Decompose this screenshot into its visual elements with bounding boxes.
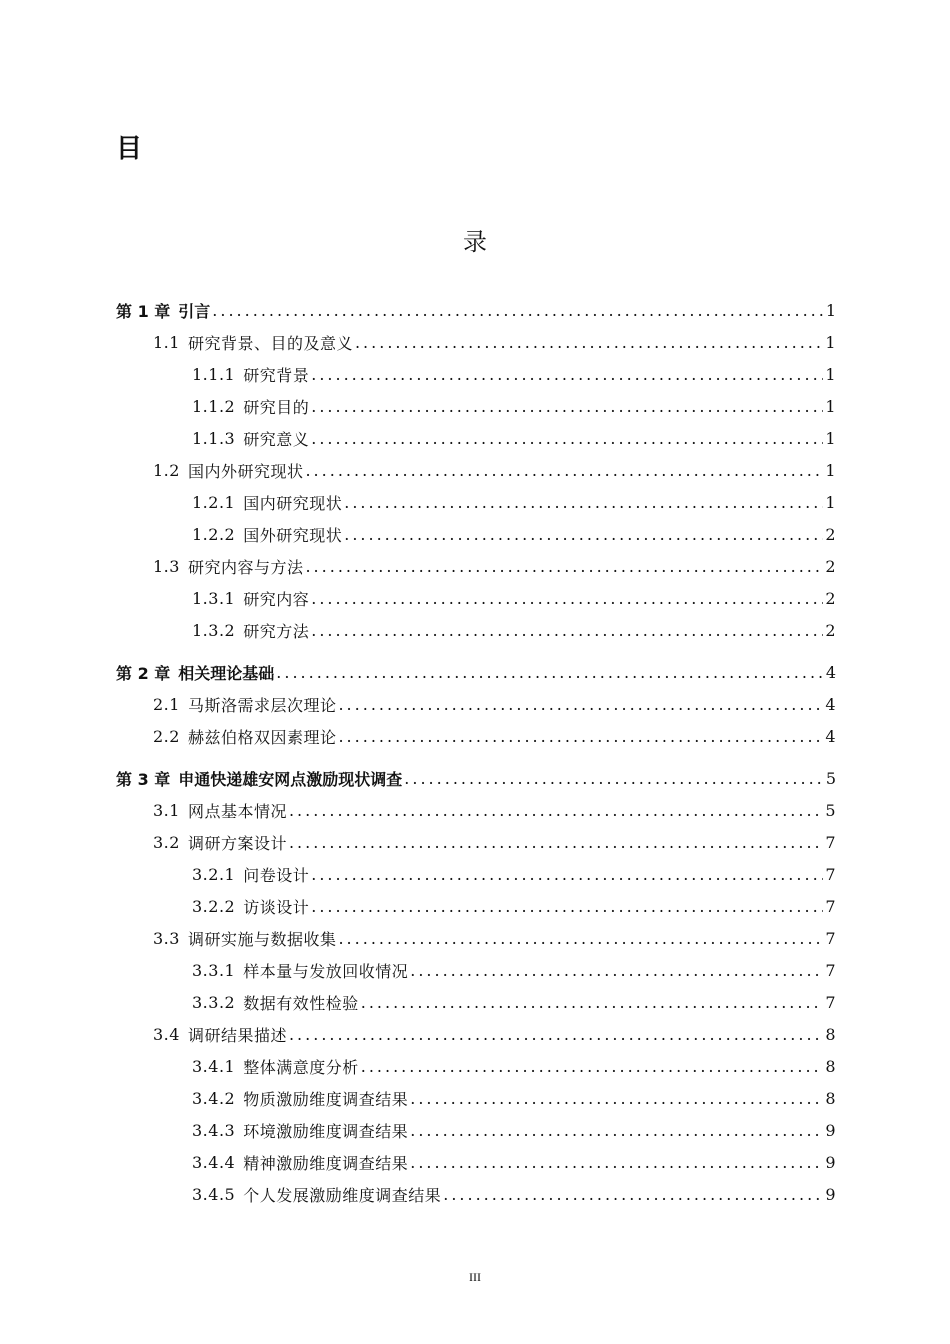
toc-entry-number: 3.4.2 [192,1088,236,1108]
toc-dot-leader [355,333,823,352]
toc-section-entry[interactable] [116,454,836,486]
toc-entry-page: 8 [825,1056,836,1076]
toc-subsection-entry[interactable] [116,390,836,422]
toc-entry-number: 1.2.2 [192,524,236,544]
toc-chapter-entry[interactable] [116,656,836,688]
toc-entry-page: 9 [825,1120,836,1140]
toc-section-entry[interactable] [116,794,836,826]
toc-entry-page: 7 [825,928,836,948]
toc-entry-page: 4 [825,726,836,746]
toc-entry-page: 1 [825,460,836,480]
toc-entry-page: 1 [825,492,836,512]
toc-entry-title: 样本量与发放回收情况 [243,961,409,981]
toc-dot-leader [344,525,823,544]
toc-entry-number: 3.3.1 [192,960,236,980]
toc-entry-number: 第 2 章 [116,663,171,683]
toc-entry-page: 8 [825,1024,836,1044]
toc-entry-number: 3.2.1 [192,864,236,884]
toc-entry-title: 国内外研究现状 [187,461,304,481]
toc-entry-page: 5 [825,768,836,788]
toc-entry-number: 3.4.5 [192,1184,236,1204]
toc-dot-leader [410,1153,823,1172]
toc-entry-number: 第 1 章 [116,301,171,321]
toc-entry-page: 7 [825,864,836,884]
toc-dot-leader [212,301,824,320]
toc-entry-title: 研究背景、目的及意义 [187,333,353,353]
toc-entry-title: 网点基本情况 [187,801,287,821]
toc-entry-page: 2 [825,588,836,608]
toc-entry-title: 国内研究现状 [243,493,343,513]
toc-entry-title: 相关理论基础 [178,663,275,683]
toc-entry-title: 问卷设计 [243,865,310,885]
toc-entry-number: 1.1 [153,332,180,352]
toc-section-entry[interactable] [116,1018,836,1050]
toc-entry-title: 申通快递雄安网点激励现状调查 [178,769,403,789]
toc-entry-title: 访谈设计 [243,897,310,917]
toc-dot-leader [410,1121,823,1140]
toc-dot-leader [443,1185,823,1204]
toc-subsection-entry[interactable] [116,890,836,922]
toc-entry-number: 3.3 [153,928,180,948]
toc-entry-title: 赫兹伯格双因素理论 [187,727,337,747]
toc-entry-number: 3.2 [153,832,180,852]
page-number: III [469,1270,481,1284]
toc-entry-title: 个人发展激励维度调查结果 [243,1185,442,1205]
toc-entry-number: 第 3 章 [116,769,171,789]
toc-subsection-entry[interactable] [116,858,836,890]
toc-subsection-entry[interactable] [116,422,836,454]
toc-entry-page: 1 [825,332,836,352]
toc-dot-leader [311,897,823,916]
toc-subsection-entry[interactable] [116,1050,836,1082]
toc-dot-leader [276,663,824,682]
toc-entry-number: 3.3.2 [192,992,236,1012]
toc-entry-number: 3.4.1 [192,1056,236,1076]
toc-entry-number: 3.4 [153,1024,180,1044]
toc-subsection-entry[interactable] [116,486,836,518]
toc-subsection-entry[interactable] [116,518,836,550]
toc-entry-title: 整体满意度分析 [243,1057,359,1077]
toc-subsection-entry[interactable] [116,614,836,646]
toc-entry-page: 1 [825,428,836,448]
toc-entry-page: 7 [825,832,836,852]
toc-dot-leader [289,1025,823,1044]
toc-subsection-entry[interactable] [116,1146,836,1178]
toc-subsection-entry[interactable] [116,1114,836,1146]
toc-entry-page: 1 [825,300,836,320]
toc-dot-leader [361,993,824,1012]
table-of-contents [116,294,836,1210]
toc-entry-page: 4 [825,694,836,714]
toc-entry-page: 1 [825,396,836,416]
toc-dot-leader [361,1057,824,1076]
toc-entry-number: 1.2.1 [192,492,236,512]
toc-entry-title: 数据有效性检验 [243,993,359,1013]
toc-title-char-1: 目 [116,134,143,164]
toc-entry-number: 1.3.2 [192,620,236,640]
toc-entry-page: 8 [825,1088,836,1108]
toc-dot-leader [305,557,823,576]
toc-dot-leader [289,833,823,852]
toc-entry-page: 9 [825,1152,836,1172]
toc-dot-leader [311,365,823,384]
toc-subsection-entry[interactable] [116,1178,836,1210]
toc-entry-number: 3.4.3 [192,1120,236,1140]
toc-dot-leader [305,461,823,480]
toc-entry-title: 物质激励维度调查结果 [243,1089,409,1109]
toc-subsection-entry[interactable] [116,954,836,986]
toc-entry-number: 3.2.2 [192,896,236,916]
toc-dot-leader [338,929,823,948]
toc-entry-title: 研究背景 [243,365,310,385]
toc-title-char-2: 录 [463,228,487,256]
toc-dot-leader [289,801,823,820]
toc-entry-page: 5 [825,800,836,820]
toc-section-entry[interactable] [116,550,836,582]
toc-entry-page: 1 [825,364,836,384]
toc-dot-leader [338,727,823,746]
toc-entry-number: 1.3 [153,556,180,576]
toc-subsection-entry[interactable] [116,358,836,390]
toc-chapter-entry[interactable] [116,294,836,326]
toc-section-entry[interactable] [116,720,836,752]
toc-subsection-entry[interactable] [116,986,836,1018]
toc-entry-page: 7 [825,960,836,980]
toc-entry-title: 调研方案设计 [187,833,287,853]
toc-dot-leader [404,769,824,788]
toc-entry-number: 3.4.4 [192,1152,236,1172]
toc-dot-leader [410,1089,823,1108]
toc-entry-number: 1.3.1 [192,588,236,608]
toc-entry-title: 调研实施与数据收集 [187,929,337,949]
toc-entry-page: 2 [825,556,836,576]
toc-entry-number: 1.1.1 [192,364,236,384]
toc-dot-leader [344,493,823,512]
toc-entry-page: 9 [825,1184,836,1204]
toc-entry-number: 2.1 [153,694,180,714]
toc-subsection-entry[interactable] [116,1082,836,1114]
toc-entry-title: 调研结果描述 [187,1025,287,1045]
toc-entry-title: 研究目的 [243,397,310,417]
toc-entry-page: 2 [825,524,836,544]
toc-entry-number: 3.1 [153,800,180,820]
toc-entry-title: 引言 [178,301,211,321]
toc-dot-leader [338,695,823,714]
toc-dot-leader [311,589,823,608]
toc-entry-title: 精神激励维度调查结果 [243,1153,409,1173]
toc-entry-title: 国外研究现状 [243,525,343,545]
toc-entry-page: 7 [825,992,836,1012]
toc-entry-page: 4 [825,662,836,682]
toc-entry-title: 环境激励维度调查结果 [243,1121,409,1141]
toc-chapter-entry[interactable] [116,762,836,794]
toc-entry-page: 7 [825,896,836,916]
toc-section-entry[interactable] [116,922,836,954]
toc-entry-title: 马斯洛需求层次理论 [187,695,337,715]
toc-dot-leader [410,961,823,980]
toc-dot-leader [311,429,823,448]
toc-entry-title: 研究方法 [243,621,310,641]
toc-section-entry[interactable] [116,326,836,358]
toc-entry-number: 2.2 [153,726,180,746]
toc-dot-leader [311,865,823,884]
toc-entry-title: 研究内容 [243,589,310,609]
toc-section-entry[interactable] [116,826,836,858]
toc-subsection-entry[interactable] [116,582,836,614]
toc-entry-title: 研究意义 [243,429,310,449]
toc-dot-leader [311,397,823,416]
toc-entry-page: 2 [825,620,836,640]
toc-entry-number: 1.2 [153,460,180,480]
toc-dot-leader [311,621,823,640]
toc-entry-number: 1.1.2 [192,396,236,416]
toc-entry-title: 研究内容与方法 [187,557,304,577]
toc-entry-number: 1.1.3 [192,428,236,448]
toc-section-entry[interactable] [116,688,836,720]
